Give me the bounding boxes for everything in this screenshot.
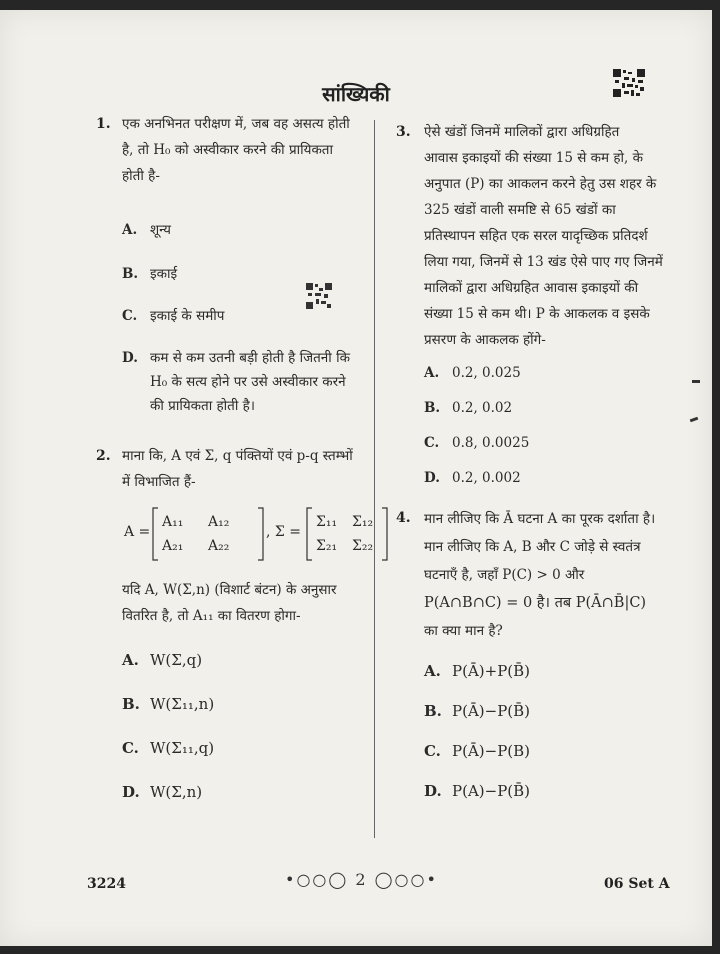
section-title: सांख्यिकी	[322, 82, 390, 106]
question-1-option-d[interactable]: D. कम से कम उतनी बड़ी होती है जितनी कि H₀ के सत्य होने पर उसे अस्वीकार करने की प्रायिकता होती है।	[122, 350, 350, 414]
scan-mark	[692, 380, 700, 383]
matrix-sigma-12: Σ₁₂	[352, 514, 374, 530]
question-2-text-continued: यदि A, W(Σ,n) (विशार्ट बंटन) के अनुसार वितरित है, तो A₁₁ का वितरण होगा-	[122, 582, 337, 624]
matrix-a-label: A =	[124, 524, 151, 540]
question-2-option-c[interactable]: C. W(Σ₁₁,q)	[122, 739, 215, 757]
question-3-option-c[interactable]: C. 0.8, 0.0025	[424, 435, 530, 451]
question-4-option-b[interactable]: B. P(Ā)−P(B̄)	[424, 702, 531, 720]
matrix-a-22: A₂₂	[208, 538, 230, 554]
matrix-a-21: A₂₁	[162, 538, 184, 554]
question-2-number: 2.	[96, 448, 111, 464]
question-2-text: माना कि, A एवं Σ, q पंक्तियों एवं p-q स्तम्भों में विभाजित हैं-	[122, 448, 353, 490]
question-1-option-b[interactable]: B. इकाई	[122, 266, 178, 282]
question-paper-page	[0, 10, 712, 946]
matrix-sigma-11: Σ₁₁	[316, 514, 338, 530]
matrix-sigma-21: Σ₂₁	[316, 538, 338, 554]
question-3-option-a[interactable]: A. 0.2, 0.025	[424, 365, 521, 381]
question-2-option-d[interactable]: D. W(Σ,n)	[122, 783, 203, 801]
question-3-number: 3.	[396, 124, 411, 140]
paper-code: 3224	[87, 876, 126, 892]
question-3-option-d[interactable]: D. 0.2, 0.002	[424, 470, 521, 486]
question-3-text: ऐसे खंडों जिनमें मालिकों द्वारा अधिग्रहित आवास इकाइयों की संख्या 15 से कम हो, के अनुपात (P) का आकलन करने हेतु उस शहर के 325 खंडों वाली समष्टि से 65 खंडों का प्रतिस्थापन सहित एक सरल यादृच्छिक प्रतिदर्श लिया गया, जिनमें से 13 खंड ऐसे पाए गए जिनमें मालिकों द्वारा अधिग्रहित आवास इकाइयों की संख्या 15 से कम थी। P के आकलक व इसके प्रसरण के आकलक होंगे-	[424, 124, 663, 348]
question-1-text: एक अनभिनत परीक्षण में, जब वह असत्य होती है, तो H₀ को अस्वीकार करने की प्रायिकता होती है-	[122, 116, 350, 184]
question-2-option-a[interactable]: A. W(Σ,q)	[122, 651, 203, 669]
question-3-option-b[interactable]: B. 0.2, 0.02	[424, 400, 513, 416]
question-4-text: मान लीजिए कि Ā घटना A का पूरक दर्शाता है। मान लीजिए कि A, B और C जोड़े से स्वतंत्र घटनाएँ है, जहाँ P(C) > 0 और P(A∩B∩C) = 0 है। तब P(Ā∩B̄|C) का क्या मान है?	[424, 511, 656, 639]
question-4-option-c[interactable]: C. P(Ā)−P(B)	[424, 742, 531, 760]
small-qr-code-icon	[305, 282, 333, 310]
matrix-sigma-22: Σ₂₂	[352, 538, 374, 554]
question-4-option-d[interactable]: D. P(A)−P(B̄)	[424, 782, 531, 800]
qr-code-icon	[612, 68, 646, 98]
column-divider	[374, 120, 375, 838]
scan-mark	[690, 417, 699, 423]
question-1-option-a[interactable]: A. शून्य	[122, 222, 171, 238]
question-4-number: 4.	[396, 510, 411, 526]
set-label: 06 Set A	[604, 876, 670, 892]
question-2-option-b[interactable]: B. W(Σ₁₁,n)	[122, 695, 215, 713]
page-number-marker: •○○◯ 2 ◯○○•	[285, 870, 438, 889]
question-4-option-a[interactable]: A. P(Ā)+P(B̄)	[424, 662, 531, 680]
question-1-option-c[interactable]: C. इकाई के समीप	[122, 308, 225, 324]
matrix-a-11: A₁₁	[162, 514, 184, 530]
matrix-a-12: A₁₂	[208, 514, 230, 530]
matrix-sigma-label: , Σ =	[266, 524, 301, 540]
question-1-number: 1.	[96, 116, 111, 132]
